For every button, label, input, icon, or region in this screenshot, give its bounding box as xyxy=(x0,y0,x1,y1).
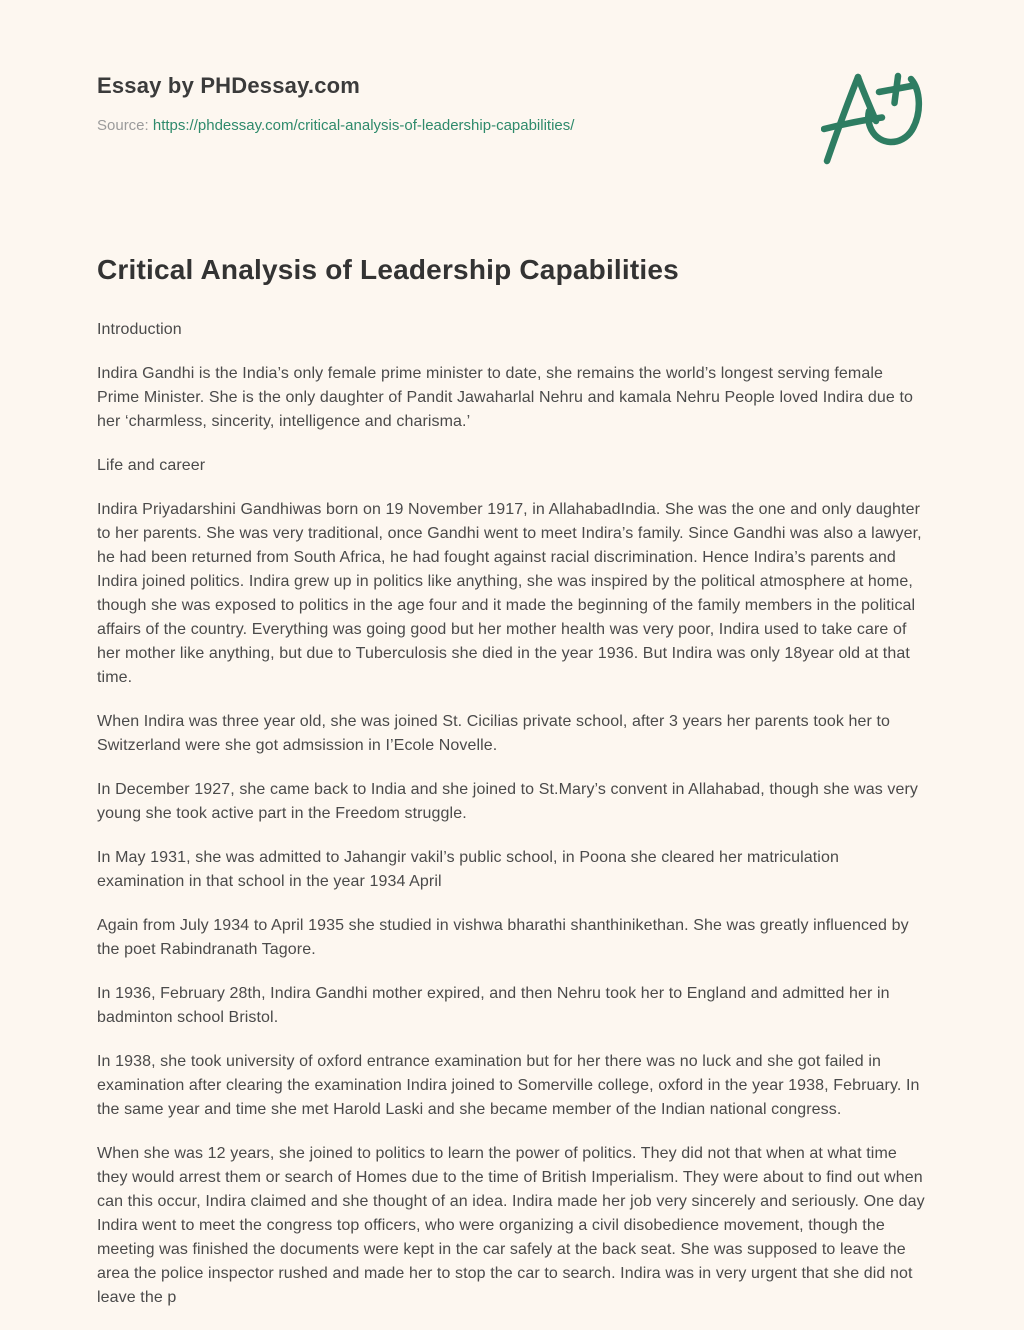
section-heading: Life and career xyxy=(97,457,206,474)
paragraph: In 1936, February 28th, Indira Gandhi mother expired, and then Nehru took her to England and admitted her in badminton school Bristol. xyxy=(97,985,890,1026)
section-heading: Introduction xyxy=(97,321,182,338)
paragraph: Indira Priyadarshini Gandhiwas born on 19 November 1917, in AllahabadIndia. She was the one and only daughter to her parents. She was very traditional, once Gandhi went to meet Indira’s family. Since Gandhi was also a lawyer, he had been returned from South Africa, he had fought against racial discrimination. Hence Indira’s parents and Indira joined politics. Indira grew up in politics like anything, she was inspired by the political atmosphere at home, though she was exposed to politics in the age four and it made the beginning of the family members in the political affairs of the country. Everything was going good but her mother health was very poor, Indira used to take care of her mother like anything, but due to Tuberculosis she died in the year 1936. But Indira was only 18year old at that time. xyxy=(97,501,922,686)
paragraph: When Indira was three year old, she was joined St. Cicilias private school, after 3 years her parents took her to Switzerland were she got admsission in I’Ecole Novelle. xyxy=(97,713,891,754)
site-title: Essay by PHDessay.com xyxy=(97,73,361,98)
page-header xyxy=(97,73,927,170)
essay-content xyxy=(97,254,927,1310)
essay-title: Critical Analysis of Leadership Capabilities xyxy=(97,254,679,285)
source-line xyxy=(97,117,574,134)
paragraph: In December 1927, she came back to India and she joined to St.Mary’s convent in Allahabad, though she was very young she took active part in the Freedom struggle. xyxy=(97,781,918,822)
paragraph: Indira Gandhi is the India’s only female prime minister to date, she remains the world’s longest serving female Prime Minister. She is the only daughter of Pandit Jawaharlal Nehru and kamala Nehru People loved Indira due to her ‘charmless, sincerity, intelligence and charisma.’ xyxy=(97,365,914,430)
paragraph: Again from July 1934 to April 1935 she studied in vishwa bharathi shanthinikethan. She was greatly influenced by the poet Rabindranath Tagore. xyxy=(97,917,909,958)
paragraph: In May 1931, she was admitted to Jahangir vakil’s public school, in Poona she cleared her matriculation examination in that school in the year 1934 April xyxy=(97,849,839,890)
paragraph: When she was 12 years, she joined to politics to learn the power of politics. They did not that when at what time they would arrest them or search of Homes due to the time of British Imperialism. They were about to find out when can this occur, Indira claimed and she thought of an idea. Indira made her job very sincerely and seriously. One day Indira went to meet the congress top officers, who were organizing a civil disobedience movement, though the meeting was finished the documents were kept in the car safely at the back seat. She was supposed to leave the area the police inspector rushed and made her to stop the car to search. Indira was in very urgent that she did not leave the p xyxy=(97,1145,925,1306)
essay-page xyxy=(97,0,927,1310)
aplus-logo-icon xyxy=(821,70,927,170)
header-text-block xyxy=(97,73,574,134)
source-link[interactable]: https://phdessay.com/critical-analysis-of-leadership-capabilities/ xyxy=(152,117,575,134)
source-label: Source: xyxy=(97,117,149,134)
paragraph: In 1938, she took university of oxford entrance examination but for her there was no luck and she got failed in examination after clearing the examination Indira joined to Somerville college, oxford in the year 1938, February. In the same year and time she met Harold Laski and she became member of the Indian national congress. xyxy=(97,1053,920,1118)
essay-sections xyxy=(97,318,927,1310)
